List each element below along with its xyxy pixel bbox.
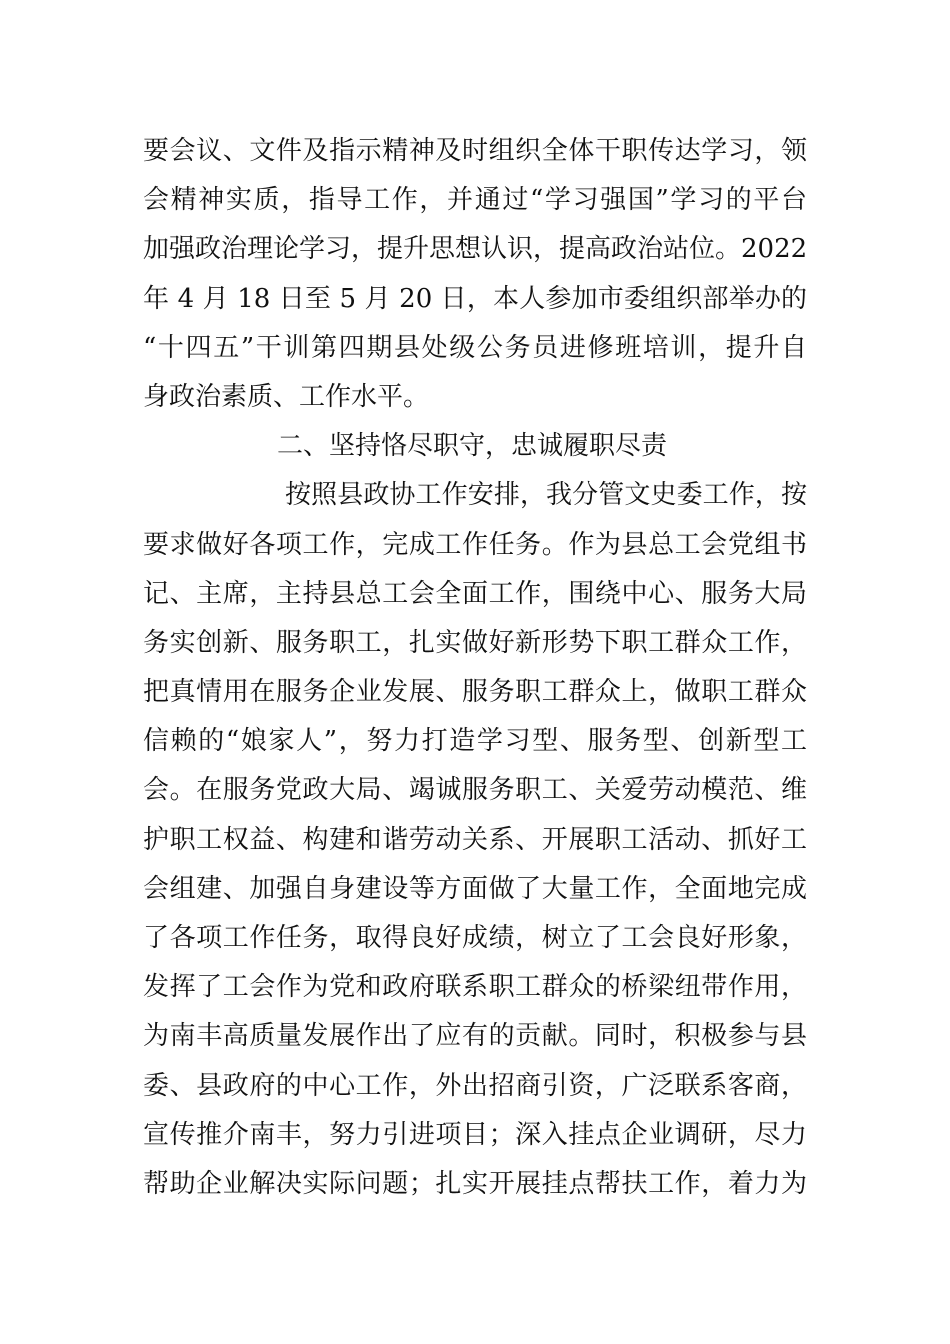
- document-body: [143, 127, 807, 1209]
- paragraph-line: 要求做好各项工作，完成工作任务。作为县总工会党组书: [143, 529, 807, 560]
- paragraph-line: 宣传推介南丰，努力引进项目；深入挂点企业调研，尽力: [143, 1119, 807, 1150]
- paragraph-line: 身政治素质、工作水平。: [143, 381, 430, 412]
- paragraph-line: 委、县政府的中心工作，外出招商引资，广泛联系客商，: [143, 1070, 807, 1101]
- paragraph-line: 加强政治理论学习，提升思想认识，提高政治站位。2022: [143, 234, 808, 265]
- paragraph-line: 信赖的“娘家人”，努力打造学习型、服务型、创新型工: [143, 726, 807, 757]
- section-heading: 二、坚持恪尽职守，忠诚履职尽责: [277, 431, 668, 462]
- paragraph-line: 帮助企业解决实际问题；扎实开展挂点帮扶工作，着力为: [143, 1168, 807, 1199]
- paragraph-line: 护职工权益、构建和谐劳动关系、开展职工活动、抓好工: [143, 824, 807, 855]
- paragraph-line: “十四五”干训第四期县处级公务员进修班培训，提升自: [143, 332, 807, 363]
- paragraph-line: 按照县政协工作安排，我分管文史委工作，按: [285, 480, 807, 511]
- paragraph-line: 务实创新、服务职工，扎实做好新形势下职工群众工作，: [143, 627, 807, 658]
- paragraph-line: 要会议、文件及指示精神及时组织全体干职传达学习，领: [143, 136, 807, 166]
- paragraph-line: 把真情用在服务企业发展、服务职工群众上，做职工群众: [143, 677, 807, 708]
- paragraph-line: 记、主席，主持县总工会全面工作，围绕中心、服务大局: [143, 578, 807, 609]
- paragraph-line: 为南丰高质量发展作出了应有的贡献。同时，积极参与县: [143, 1021, 807, 1052]
- paragraph-line: 年 4 月 18 日至 5 月 20 日，本人参加市委组织部举办的: [143, 283, 807, 314]
- paragraph-line: 发挥了工会作为党和政府联系职工群众的桥梁纽带作用，: [143, 972, 807, 1003]
- paragraph-line: 会组建、加强自身建设等方面做了大量工作，全面地完成: [143, 873, 807, 904]
- paragraph-line: 会。在服务党政大局、竭诚服务职工、关爱劳动模范、维: [143, 775, 807, 806]
- paragraph-line: 了各项工作任务，取得良好成绩，树立了工会良好形象，: [143, 923, 807, 953]
- paragraph-line: 会精神实质，指导工作，并通过“学习强国”学习的平台: [143, 185, 807, 216]
